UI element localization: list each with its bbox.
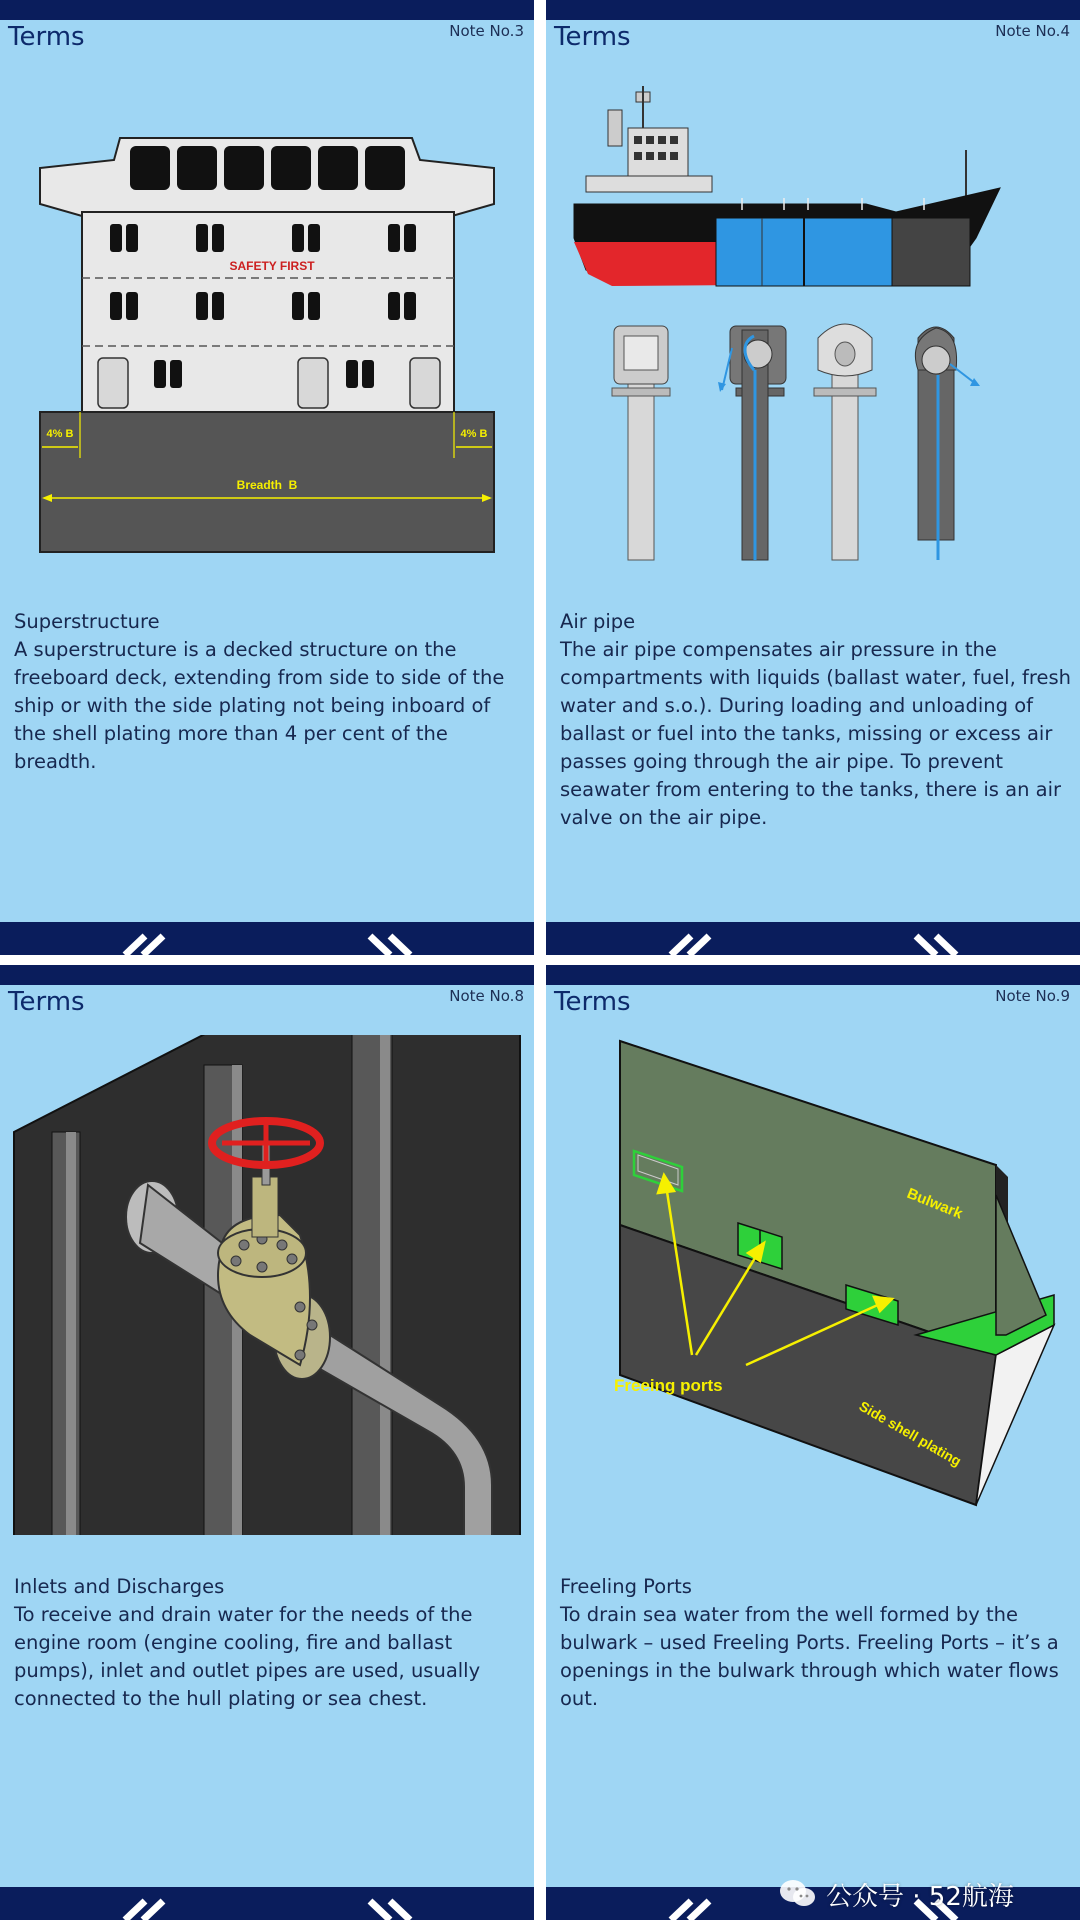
card-heading: Terms bbox=[8, 22, 85, 52]
previous-chevron-icon[interactable] bbox=[651, 922, 721, 955]
previous-chevron-icon[interactable] bbox=[105, 1887, 175, 1920]
note-number: Note No.3 bbox=[449, 22, 524, 40]
next-chevron-icon[interactable] bbox=[911, 922, 981, 955]
superstructure-illustration bbox=[0, 70, 534, 570]
air-pipe-illustration bbox=[546, 70, 1080, 570]
term-description: To receive and drain water for the needs of the engine room (engine cooling, fire and ballast pumps), inlet and outlet pipes are used, usually connected to the hull plating or sea chest. bbox=[14, 1603, 481, 1710]
term-title: Inlets and Discharges bbox=[14, 1575, 225, 1598]
card-heading: Terms bbox=[8, 987, 85, 1017]
term-description: A superstructure is a decked structure on the freeboard deck, extending from side to side of the ship or with the side plating not being inboard of the shell plating more than 4 per cent of the breadth. bbox=[14, 638, 505, 773]
card-text bbox=[560, 608, 1072, 832]
bottom-bar bbox=[0, 1887, 534, 1920]
card-superstructure bbox=[0, 0, 534, 955]
term-title: Freeling Ports bbox=[560, 1575, 692, 1598]
term-title: Air pipe bbox=[560, 610, 636, 633]
freeing-ports-label: Freeing ports bbox=[614, 1376, 723, 1395]
previous-chevron-icon[interactable] bbox=[105, 922, 175, 955]
breadth-label: Breadth B bbox=[236, 478, 298, 492]
note-number: Note No.4 bbox=[995, 22, 1070, 40]
previous-chevron-icon[interactable] bbox=[651, 1887, 721, 1920]
bulwark-label: Bulwark bbox=[904, 1184, 965, 1223]
next-chevron-icon[interactable] bbox=[365, 1887, 435, 1920]
card-heading: Terms bbox=[554, 22, 631, 52]
top-bar bbox=[546, 0, 1080, 20]
left-four-percent-label: 4% B bbox=[46, 428, 74, 440]
note-number: Note No.9 bbox=[995, 987, 1070, 1005]
term-description: The air pipe compensates air pressure in the compartments with liquids (ballast water, fuel, fresh water and s.o.). During loading and unloading of ballast or fuel into the tanks, missing or excess air passes going through the air pipe. To prevent seawater from entering to the tanks, there is an air valve on the air pipe. bbox=[560, 638, 1071, 829]
note-number: Note No.8 bbox=[449, 987, 524, 1005]
safety-first-label: SAFETY FIRST bbox=[229, 259, 315, 273]
card-heading: Terms bbox=[554, 987, 631, 1017]
card-text bbox=[560, 1573, 1072, 1713]
card-text bbox=[14, 1573, 526, 1713]
side-shell-plating-label: Side shell plating bbox=[856, 1397, 965, 1470]
freeling-ports-illustration bbox=[546, 1035, 1080, 1535]
inlets-discharges-illustration bbox=[0, 1035, 534, 1535]
card-text bbox=[14, 608, 526, 776]
next-chevron-icon[interactable] bbox=[365, 922, 435, 955]
bottom-bar bbox=[546, 922, 1080, 955]
card-air-pipe bbox=[546, 0, 1080, 955]
term-title: Superstructure bbox=[14, 610, 160, 633]
card-inlets-discharges bbox=[0, 965, 534, 1920]
top-bar bbox=[0, 0, 534, 20]
card-freeling-ports bbox=[546, 965, 1080, 1920]
top-bar bbox=[0, 965, 534, 985]
right-four-percent-label: 4% B bbox=[460, 428, 488, 440]
wechat-icon bbox=[778, 1878, 818, 1908]
term-description: To drain sea water from the well formed by the bulwark – used Freeling Ports. Freeling Ports – it’s a openings in the bulwark through which water flows out. bbox=[560, 1603, 1059, 1710]
watermark-text: 公众号 · 52航海 bbox=[826, 1882, 1014, 1912]
bottom-bar bbox=[0, 922, 534, 955]
top-bar bbox=[546, 965, 1080, 985]
